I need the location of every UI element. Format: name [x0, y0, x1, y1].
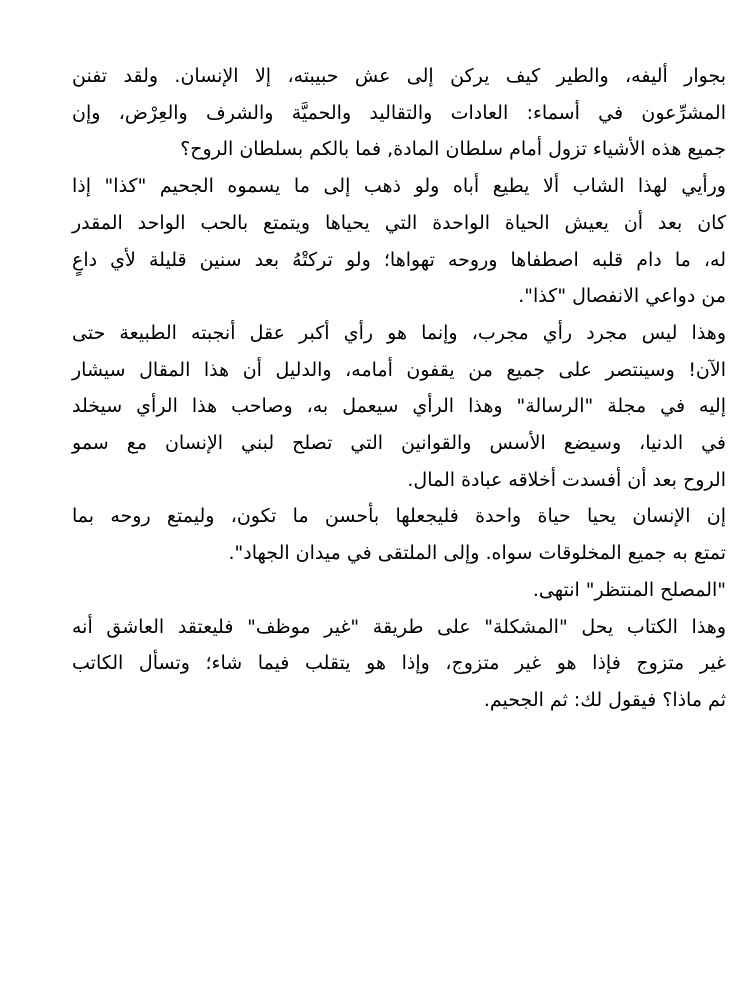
- paragraph-1: [72, 58, 726, 168]
- text-line: غير متزوج فإذا هو غير متزوج، وإذا هو يتقلب فيما شاء؛ وتسأل الكاتب: [72, 652, 726, 675]
- text-line: جميع هذه الأشياء تزول أمام سلطان المادة, فما بالكم بسلطان الروح؟: [180, 138, 726, 161]
- paragraph-5: [72, 572, 726, 609]
- text-line: بجوار أليفه، والطير كيف يركن إلى عش حبيبته، إلا الإنسان. ولقد تفنن: [72, 65, 726, 87]
- paragraph-4: [72, 498, 726, 571]
- text-line: له، ما دام قلبه اصطفاها وروحه تهواها؛ ولو تركتْهُ بعد سنين قليلة لأي داعٍ: [72, 248, 726, 271]
- text-line: المشرِّعون في أسماء: العادات والتقاليد والحميَّة والشرف والعِرْض، وإن: [72, 101, 726, 124]
- paragraph-6: [72, 609, 726, 719]
- text-line: ثم ماذا؟ فيقول لك: ثم الجحيم.: [483, 688, 726, 711]
- text-line: الآن! وسينتصر على جميع من يقفون أمامه، والدليل أن هذا المقال سيشار: [72, 358, 726, 381]
- text-line: "المصلح المنتظر" انتهى.: [532, 578, 726, 601]
- text-line: في الدنيا، وسيضع الأسس والقوانين التي تصلح لبني الإنسان مع سمو: [72, 432, 726, 455]
- text-line: ورأيي لهذا الشاب ألا يطيع أباه ولو ذهب إلى ما يسموه الجحيم "كذا" إذا: [72, 175, 726, 198]
- text-line: من دواعي الانفصال "كذا".: [518, 285, 726, 308]
- text-line: تمتع به جميع المخلوقات سواه. وإلى الملتقى في ميدان الجهاد".: [228, 542, 726, 565]
- text-line: وهذا ليس مجرد رأي مجرب، وإنما هو رأي أكبر عقل أنجبته الطبيعة حتى: [72, 321, 726, 344]
- text-line: كان بعد أن يعيش الحياة الواحدة التي يحياها ويتمتع بالحب الواحد المقدر: [72, 211, 726, 234]
- text-line: وهذا الكتاب يحل "المشكلة" على طريقة "غير موظف" فليعتقد العاشق أنه: [72, 615, 726, 638]
- text-line: الروح بعد أن أفسدت أخلاقه عبادة المال.: [407, 468, 726, 491]
- paragraph-3: [72, 315, 726, 499]
- text-line: إن الإنسان يحيا حياة واحدة فليجعلها بأحسن ما تكون، وليمتع روحه بما: [72, 505, 726, 528]
- paragraph-2: [72, 168, 726, 315]
- document-page: [72, 58, 726, 719]
- text-line: إليه في مجلة "الرسالة" وهذا الرأي سيعمل به، وصاحب هذا الرأي سيخلد: [72, 395, 726, 418]
